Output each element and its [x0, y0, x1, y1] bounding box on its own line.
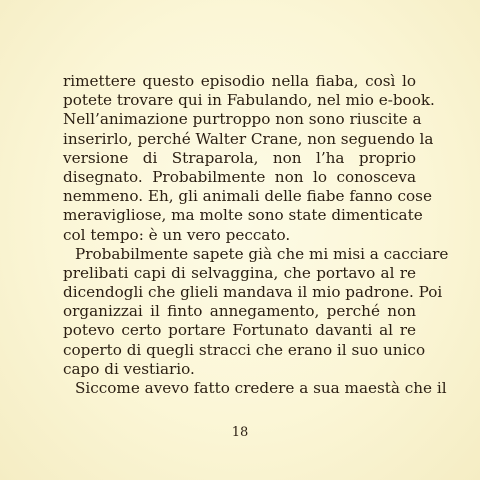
text-line: versione di Straparola, non l’ha proprio	[63, 148, 416, 167]
text-line: potevo certo portare Fortunato davanti al re	[63, 321, 416, 340]
text-line: coperto di quegli stracci che erano il suo unico	[63, 340, 426, 359]
text-line: Probabilmente sapete già che mi misi a cacciare	[75, 244, 449, 263]
page-number: 18	[231, 425, 249, 440]
text-line: disegnato. Probabilmente non lo conosceva	[63, 167, 416, 186]
text-line: inserirlo, perché Walter Crane, non seguendo la	[63, 129, 434, 148]
text-line: organizzai il finto annegamento, perché non	[63, 302, 416, 321]
text-line: col tempo: è un vero peccato.	[63, 225, 291, 244]
text-line: nemmeno. Eh, gli animali delle fiabe fanno cose	[63, 187, 432, 206]
text-line: potete trovare qui in Fabulando, nel mio e-book.	[63, 91, 435, 110]
text-line: prelibati capi di selvaggina, che portavo al re	[63, 263, 416, 282]
text-line: capo di vestiario.	[63, 359, 195, 378]
text-line: dicendogli che glieli mandava il mio padrone. Poi	[63, 283, 443, 302]
text-line: Nell’animazione purtroppo non sono riuscite a	[63, 110, 422, 129]
text-line: Siccome avevo fatto credere a sua maestà che il	[75, 379, 447, 397]
text-line: rimettere questo episodio nella fiaba, così lo	[63, 72, 416, 90]
body-text	[63, 72, 449, 398]
text-line: meravigliose, ma molte sono state dimenticate	[63, 206, 423, 225]
